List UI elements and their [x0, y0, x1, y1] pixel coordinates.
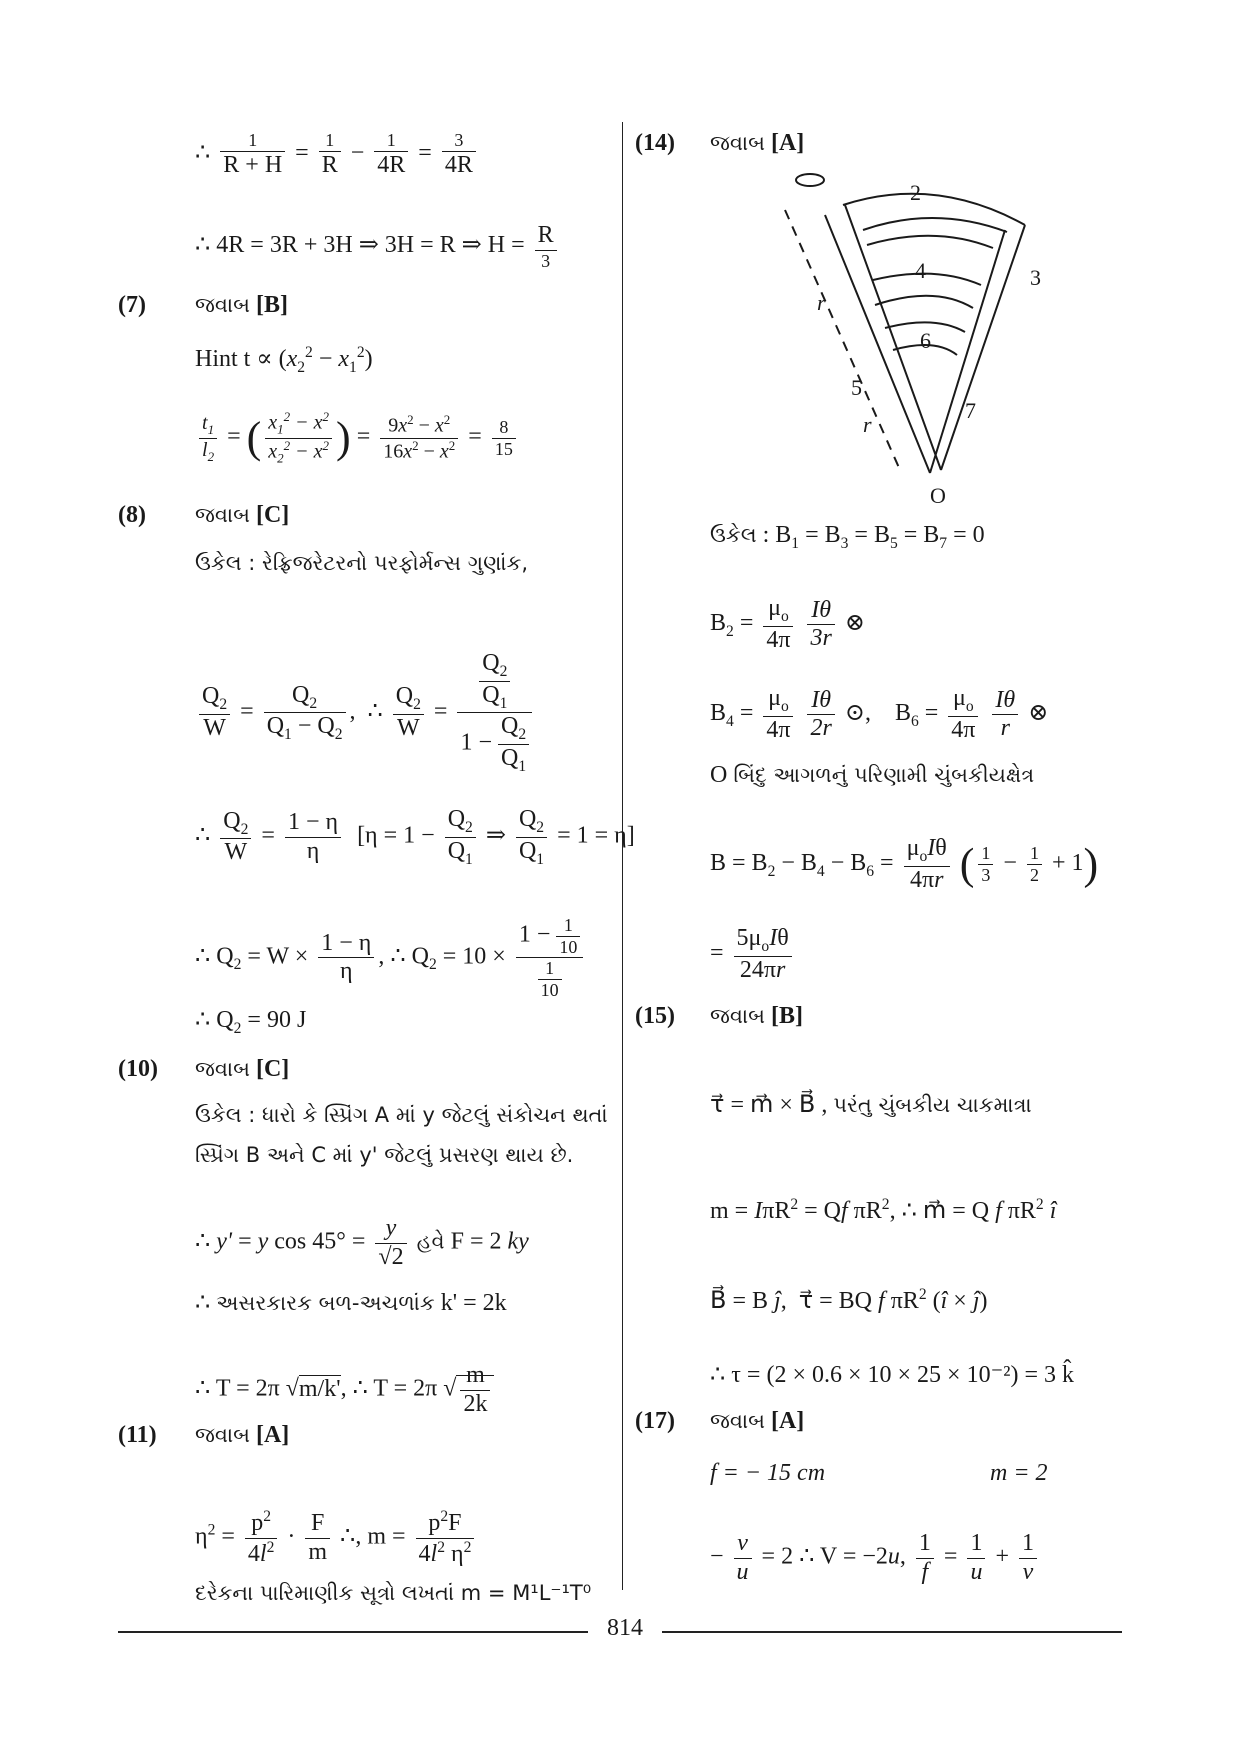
q11-text: દરેકના પારિમાણીક સૂત્રો લખતાં m = M¹L⁻¹T⁰ — [195, 1581, 592, 1605]
page-number: 814 — [607, 1615, 643, 1641]
label-r2: r — [863, 412, 872, 437]
q14-answer: જવાબ [A] — [710, 130, 805, 156]
label-6: 6 — [920, 328, 931, 353]
label-3: 3 — [1030, 265, 1041, 290]
q17-number: (17) — [635, 1408, 675, 1434]
q14-b: $B = B_2 - B_4 - B_6$ = $\frac{\mu_oI\theta}{4\pi r}$ ( $\frac{1}{3}$ − $\frac{1}{2}$ + 1) — [710, 835, 1099, 893]
q10-answer: જવાબ [C] — [195, 1056, 290, 1082]
label-4: 4 — [915, 258, 926, 283]
q10-text1: ઉકેલ : ધારો કે સ્પ્રિંગ A માં y જેટલું સંકોચન થતાં — [195, 1103, 608, 1127]
eq-r-h: ∴ $\frac{1}{R + H}$ = $\frac{1}{R}$ − $\frac{1}{4R}$ = $\frac{3}{4R}$ — [195, 130, 480, 179]
q7-number: (7) — [118, 292, 146, 318]
q14-number: (14) — [635, 130, 675, 156]
q14-sol1: ઉકેલ : $B_1 = B_3 = B_5 = B_7 = 0$ — [710, 522, 985, 552]
q8-answer: જવાબ [C] — [195, 502, 290, 528]
q10-eq3: ∴ T = 2π √m/k', ∴ T = 2π √ $\frac{m}{2k}$ — [195, 1362, 494, 1418]
q8-eq2: ∴ $\frac{Q_2}{W}$ = $\frac{1 - \eta}{\eta}$ [η = 1 − $\frac{Q_2}{Q_1}$ ⇒ $\frac{Q_2}{Q_1}$ = 1 = η] — [195, 806, 635, 868]
q15-eq3: B⃗ = B ĵ, τ⃗ = BQ f $\pi R^2$ (î × ĵ) — [710, 1286, 988, 1314]
q8-eq3: ∴ $Q_2 = W$ × $\frac{1 - \eta}{\eta}$ , ∴ $Q_2 = 10$ × 1 − $\frac{1}{10}$ $\frac{1}{10}$ — [195, 915, 587, 1001]
q14-b2: $B_2$ = $\frac{\mu_o}{4\pi}$ $\frac{I\theta}{3r}$ ⊗ — [710, 595, 865, 653]
q10-number: (10) — [118, 1056, 158, 1082]
q7-hint: Hint $t \propto (x_2^2 - x_1^2)$ — [195, 344, 373, 376]
footer-rule-left — [118, 1631, 588, 1633]
q17-eq: − $\frac{v}{u}$ = 2 ∴ V = −2u, $\frac{1}{f}$ = $\frac{1}{u}$ + $\frac{1}{v}$ — [710, 1530, 1041, 1586]
q17-f: f = − 15 cm — [710, 1460, 826, 1486]
q11-answer: જવાબ [A] — [195, 1422, 290, 1448]
label-2: 2 — [910, 180, 921, 205]
q7-ratio: $\frac{t_1}{l_2}$ = ( $\frac{x_1^2 - x^2}{x_2^2 - x^2}$ ) = $\frac{9x^2 - x^2}{16x^2 - x^2}$ = $\frac{8}{15}$ — [195, 410, 520, 466]
q11-number: (11) — [118, 1422, 157, 1448]
q10-eq2: ∴ અસરકારક બળ-અચળાંક k' = 2k — [195, 1290, 507, 1316]
q7-answer: જવાબ [B] — [195, 292, 288, 318]
q15-eq1: τ⃗ = m⃗ × B⃗ , પરંતુ ચુંબકીય ચાકમાત્રા — [710, 1092, 1032, 1118]
q15-eq4: ∴ τ = (2 × 0.6 × 10 × 25 × 10⁻²) = 3 k̂ — [710, 1362, 1074, 1388]
label-r1: r — [817, 290, 826, 315]
label-5: 5 — [851, 375, 862, 400]
q15-eq2: m = IπR$^2$ = Qf $\pi R^2$, ∴ m⃗ = Q f $\pi R^2$ î — [710, 1196, 1057, 1224]
current-loop-diagram — [725, 170, 1065, 510]
q15-number: (15) — [635, 1003, 675, 1029]
q14-final: = $\frac{5\mu_oI\theta}{24\pi r}$ — [710, 925, 796, 984]
q8-result: ∴ $Q_2 = 90$ J — [195, 1007, 307, 1037]
q8-text: ઉકેલ : રેફ્રિજરેટરનો પરફોર્મન્સ ગુણાંક, — [195, 551, 529, 575]
q17-m: m = 2 — [990, 1460, 1048, 1486]
footer-rule-right — [662, 1631, 1122, 1633]
q17-answer: જવાબ [A] — [710, 1408, 805, 1434]
q11-eq1: $\eta^2$ = $\frac{p^2}{4l^2}$ · $\frac{F}{m}$ ∴, m = $\frac{p^2F}{4l^2 \eta^2}$ — [195, 1508, 478, 1568]
q15-answer: જવાબ [B] — [710, 1003, 803, 1029]
q10-eq1: ∴ y' = y cos 45° = $\frac{y}{√2}$ હવે F = 2 ky — [195, 1215, 529, 1270]
label-7: 7 — [965, 398, 976, 423]
label-origin: O — [930, 483, 946, 508]
q14-text: O બિંદુ આગળનું પરિણામી ચુંબકીયક્ષેત્ર — [710, 762, 1035, 788]
q8-number: (8) — [118, 502, 146, 528]
q14-b4-b6: $B_4$ = $\frac{\mu_o}{4\pi}$ $\frac{I\theta}{2r}$ ⊙, $B_6$ = $\frac{\mu_o}{4\pi}$ $\frac{I\theta}{r}$ ⊗ — [710, 685, 1049, 743]
eq-h-result: ∴ 4R = 3R + 3H ⇒ 3H = R ⇒ H = $\frac{R}{3}$ — [195, 222, 561, 271]
q8-eq1: $\frac{Q_2}{W}$ = $\frac{Q_2}{Q_1 - Q_2}$ , ∴ $\frac{Q_2}{W}$ = $\frac{Q_2}{Q_1}$ 1 − $\frac{Q_2}{Q_1}$ — [195, 650, 536, 776]
q10-text2: સ્પ્રિંગ B અને C માં y' જેટલું પ્રસરણ થાય છે. — [195, 1143, 574, 1167]
